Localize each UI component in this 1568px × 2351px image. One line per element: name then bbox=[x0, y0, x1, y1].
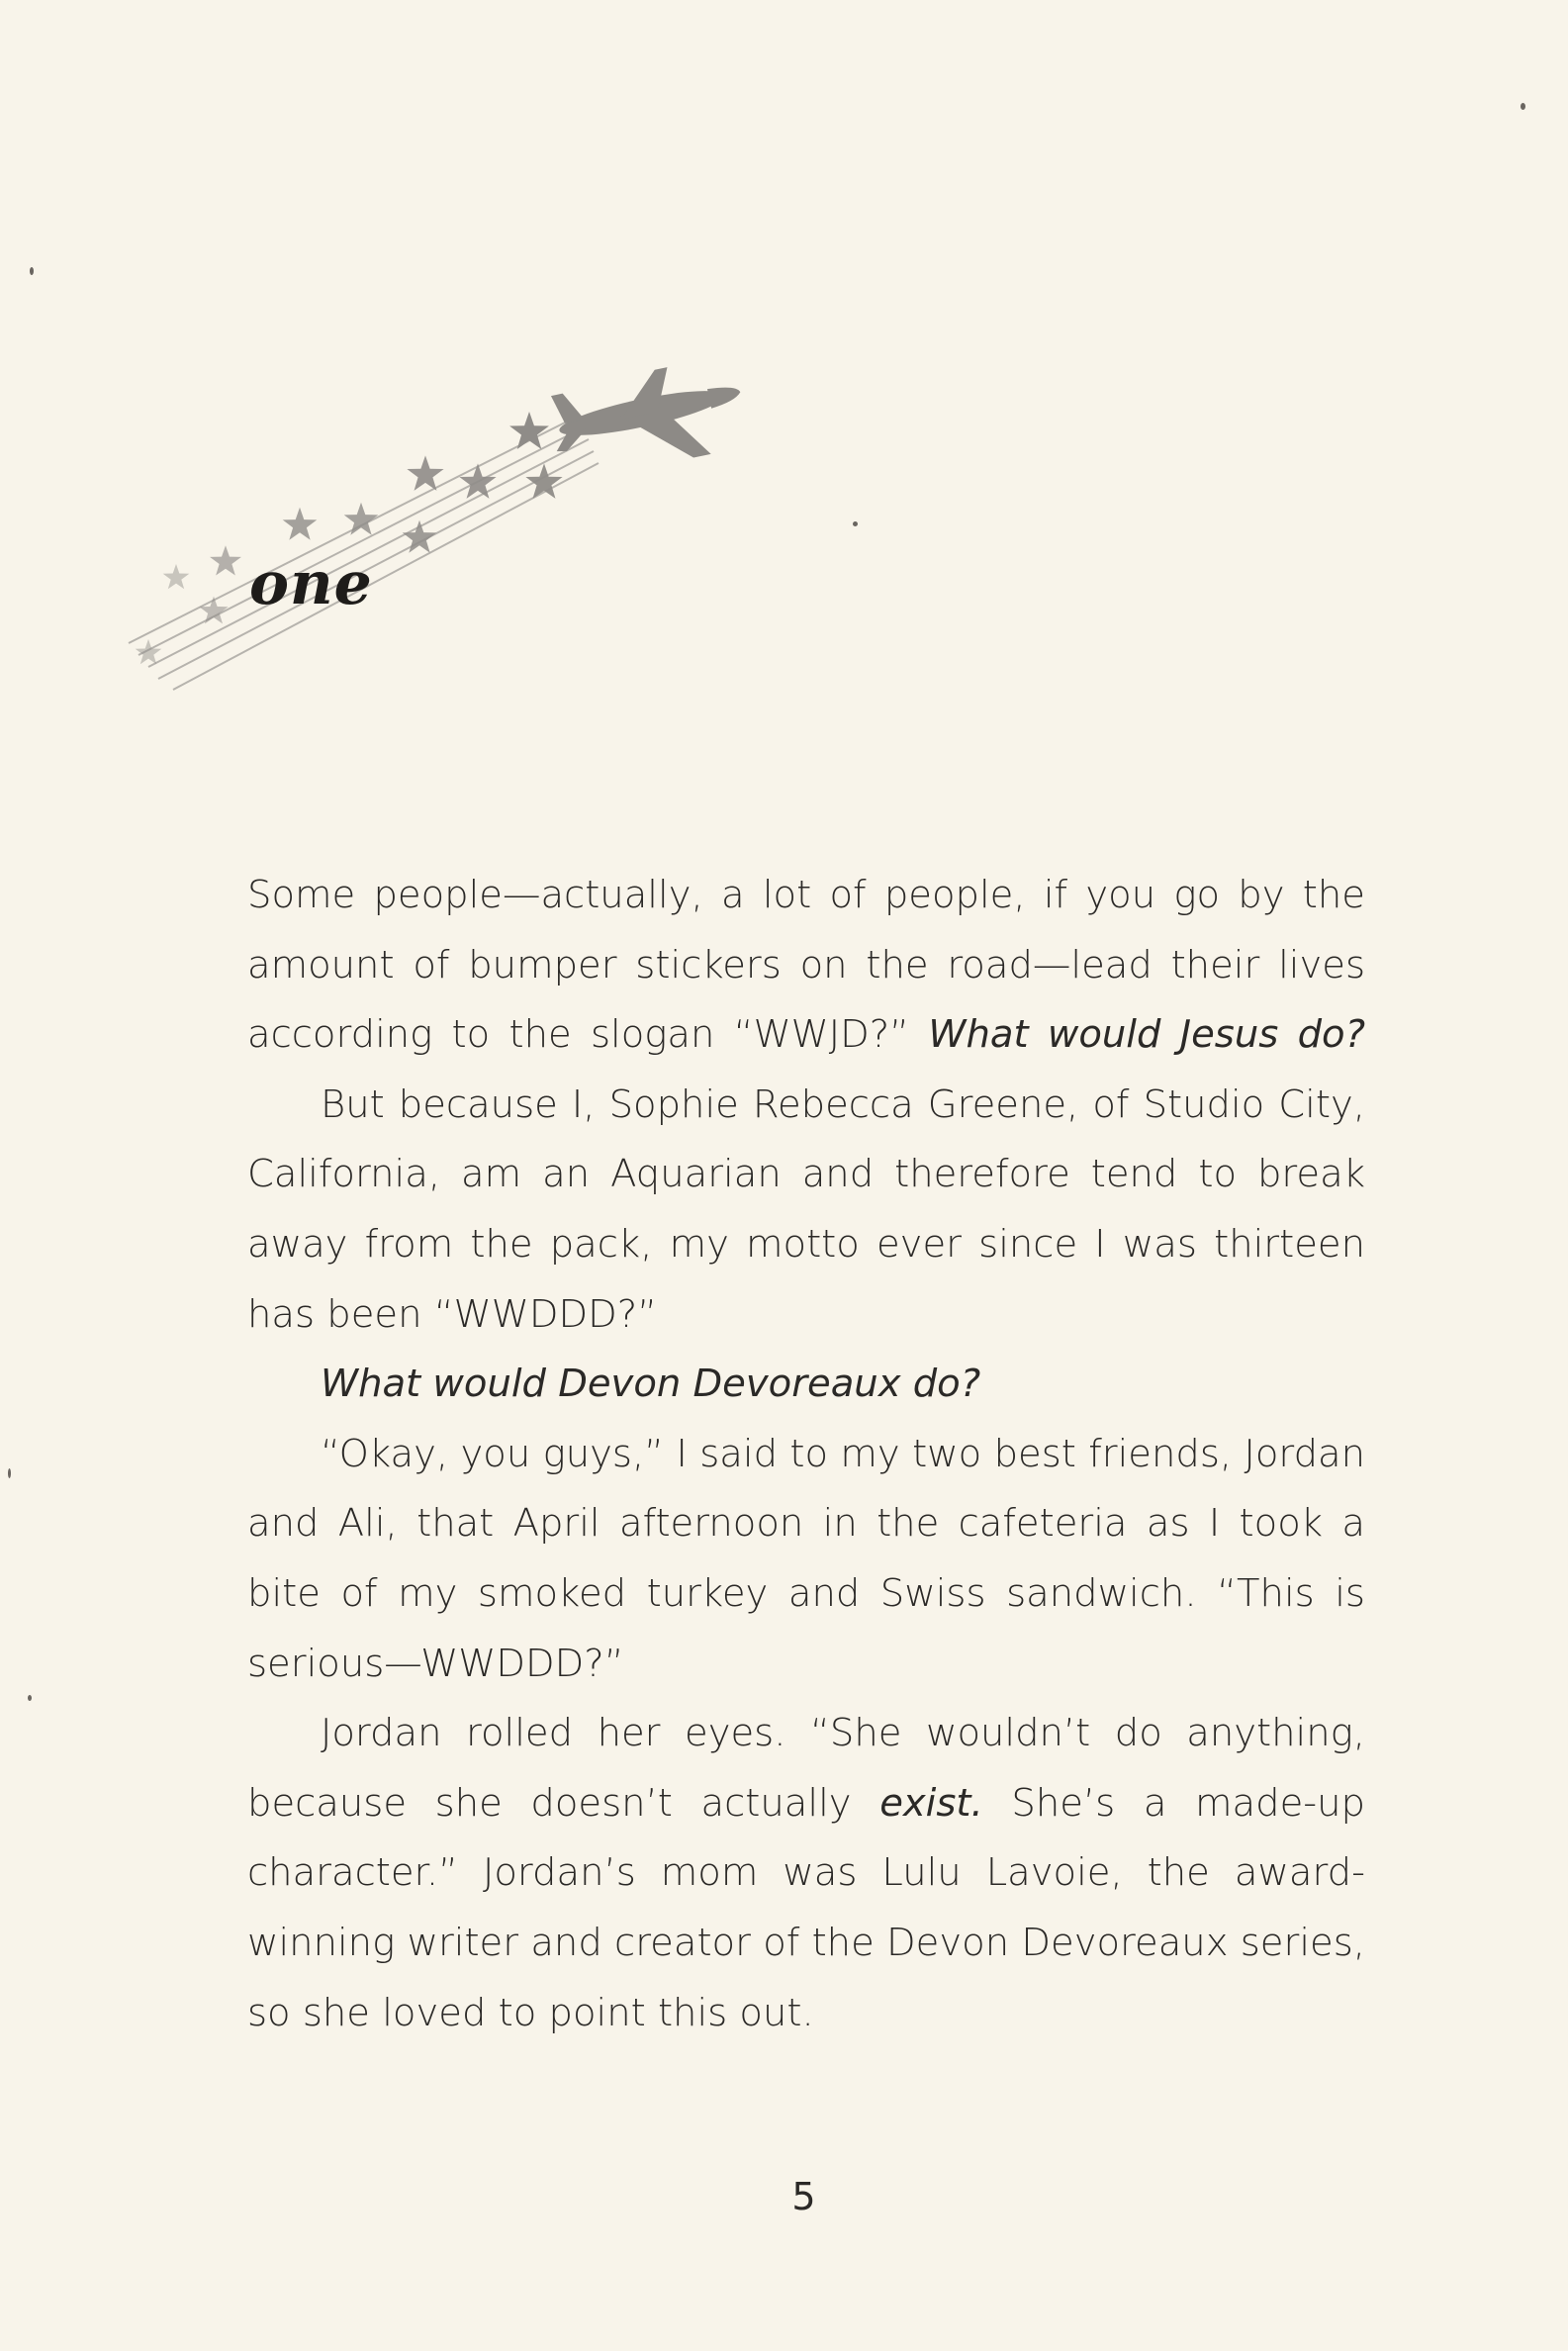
paragraph-italic-text: What would Jesus do? bbox=[928, 1012, 1366, 1058]
paper-speck bbox=[8, 1468, 11, 1478]
paragraph-italic-text: What would Devon Devoreaux do? bbox=[321, 1362, 981, 1407]
paragraph bbox=[247, 1350, 1365, 1420]
paragraph bbox=[247, 1420, 1365, 1699]
paragraph-text: But because I, Sophie Rebecca Greene, of Studio City, California, am an Aquarian and therefore tend to break away from the pack, my motto ever since I was thirteen has been “WWDDD?” bbox=[247, 1081, 1365, 1337]
paragraph-text: She’s a made-up character.” Jordan’s mom was Lulu Lavoie, the award-winning writer and creator of the Devon Devoreaux series, so she loved to point this out. bbox=[247, 1780, 1365, 2035]
paragraph bbox=[247, 1071, 1365, 1350]
paragraph-text: Jordan rolled her eyes. “She wouldn’t do anything, because she doesn’t actually bbox=[247, 1711, 1365, 1826]
paragraph-text: “Okay, you guys,” I said to my two best friends, Jordan and Ali, that April afternoon in the cafeteria as I took a bite of my smoked turkey and Swiss sandwich. “This is serious—WWDDD?” bbox=[247, 1431, 1365, 1686]
airplane-with-star-trail-icon bbox=[0, 0, 1568, 752]
paragraph bbox=[247, 1699, 1365, 2048]
page-number: 5 bbox=[791, 2175, 816, 2218]
chapter-title: one bbox=[249, 549, 373, 618]
paragraph-italic-text: exist. bbox=[879, 1780, 983, 1826]
paper-speck bbox=[28, 1695, 32, 1701]
paragraph bbox=[247, 861, 1365, 1071]
chapter-body bbox=[247, 861, 1365, 2048]
paragraph-text: Some people—actually, a lot of people, if you go by the amount of bumper stickers on the road—lead their lives according to the slogan “WWJD?” bbox=[247, 873, 1365, 1058]
